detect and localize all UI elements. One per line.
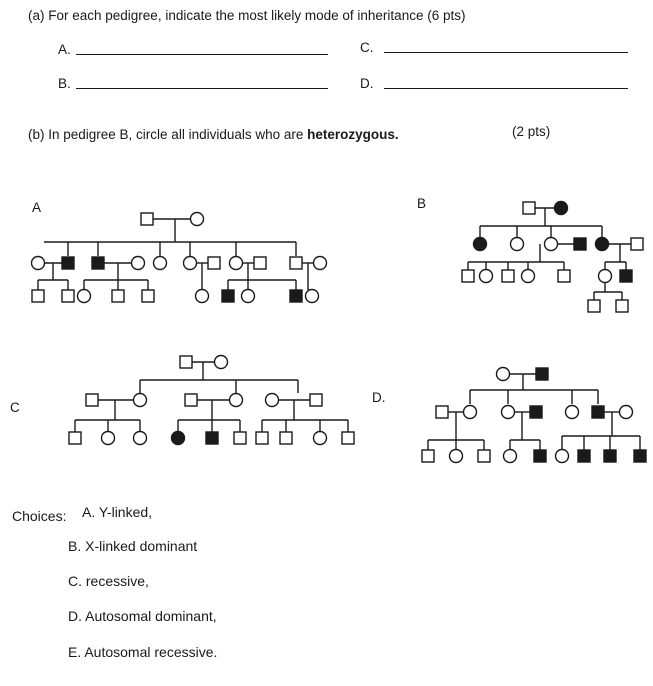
pedigree-a-gen2-affected-male [92, 257, 104, 269]
pedigree-d-gen3-female [450, 450, 463, 463]
pedigree-c-gen3-female [102, 432, 115, 445]
pedigree-a [32, 213, 327, 303]
choice-e: E. Autosomal recessive. [68, 644, 218, 660]
pedigree-a-label: A [32, 200, 42, 215]
choice-a: A. Y-linked, [82, 504, 153, 520]
pedigree-a-gen1-female [191, 213, 204, 226]
pedigree-c-gen2-female [230, 394, 243, 407]
answer-b-label: B. [58, 76, 71, 91]
pedigree-d-label: D. [372, 390, 386, 405]
pedigree-d-gen2-affected-male [592, 406, 604, 418]
pedigree-b-gen4-male [616, 300, 628, 312]
pedigree-c [69, 356, 354, 445]
pedigree-d-gen2-female-spouse [502, 406, 515, 419]
pedigree-a-gen2-female-spouse [32, 257, 45, 270]
pedigree-b-gen3-affected-male [620, 270, 632, 282]
pedigree-c-gen2-female [134, 394, 147, 407]
pedigree-a-gen3-affected-male [290, 290, 302, 302]
pedigree-b-gen3-female [522, 270, 535, 283]
pedigree-c-gen2-male-spouse [185, 394, 197, 406]
pedigree-b-gen3-female [480, 270, 493, 283]
pedigree-d [422, 368, 646, 463]
pedigree-c-gen3-male [256, 432, 268, 444]
pedigree-d-gen3-affected-male [534, 450, 546, 462]
pedigree-b-gen2-female [545, 238, 558, 251]
question-a-prompt: (a) For each pedigree, indicate the most likely mode of inheritance (6 pts) [28, 8, 466, 23]
pedigree-c-gen1-female [215, 356, 228, 369]
pedigree-d-gen2-male-spouse [436, 406, 448, 418]
pedigree-c-gen2-male-spouse [86, 394, 98, 406]
pedigree-a-gen3-female [196, 290, 209, 303]
pedigree-b-gen1-affected-female [555, 202, 568, 215]
pedigree-a-gen3-male [112, 290, 124, 302]
pedigree-a-gen2-male-spouse [208, 257, 220, 269]
question-b-points: (2 pts) [512, 124, 551, 139]
pedigree-c-gen2-female-spouse [266, 394, 279, 407]
pedigree-d-gen1-affected-male [536, 368, 548, 380]
pedigree-c-label: C [10, 400, 20, 415]
pedigree-a-gen3-female [306, 290, 319, 303]
pedigree-c-gen2-male [310, 394, 322, 406]
pedigree-d-gen2-female-spouse [620, 406, 633, 419]
pedigree-d-gen3-female [556, 450, 569, 463]
choices-heading: Choices: [12, 508, 67, 524]
pedigree-c-gen3-male [342, 432, 354, 444]
pedigree-a-gen2-female [184, 257, 197, 270]
pedigree-a-gen2-affected-male [62, 257, 74, 269]
pedigree-c-gen1-male [180, 356, 192, 368]
pedigree-b-gen3-female [599, 270, 612, 283]
pedigree-c-gen3-male [280, 432, 292, 444]
pedigree-a-gen3-male [62, 290, 74, 302]
pedigree-c-gen3-female [314, 432, 327, 445]
pedigree-c-gen3-female [134, 432, 147, 445]
pedigree-d-gen3-affected-male [578, 450, 590, 462]
pedigree-b [462, 202, 643, 313]
pedigree-b-label: B [417, 196, 427, 211]
pedigree-a-gen2-female [230, 257, 243, 270]
choice-d: D. Autosomal dominant, [68, 608, 217, 624]
choice-c: C. recessive, [68, 573, 149, 589]
choice-b: B. X-linked dominant [68, 538, 198, 554]
answer-d-label: D. [360, 76, 374, 91]
pedigree-b-gen2-affected-female [474, 238, 487, 251]
pedigree-c-gen3-affected-female [172, 432, 185, 445]
pedigree-d-gen2-affected-male [530, 406, 542, 418]
pedigree-b-gen2-affected-male-spouse [574, 238, 586, 250]
pedigree-d-gen3-affected-male [634, 450, 646, 462]
pedigree-b-gen3-male [462, 270, 474, 282]
pedigree-b-gen3-male [558, 270, 570, 282]
answer-a-label: A. [58, 42, 71, 57]
pedigree-a-gen3-female [78, 290, 91, 303]
pedigree-a-gen2-female [154, 257, 167, 270]
pedigree-a-gen2-female-spouse [314, 257, 327, 270]
pedigree-a-gen3-male [142, 290, 154, 302]
pedigree-b-gen2-male-spouse [631, 238, 643, 250]
answer-c-label: C. [360, 40, 374, 55]
pedigree-c-gen3-male [69, 432, 81, 444]
question-b-emphasis: heterozygous. [307, 127, 399, 142]
pedigree-b-gen4-male [588, 300, 600, 312]
pedigree-d-gen1-female [497, 368, 510, 381]
pedigree-d-gen3-male [478, 450, 490, 462]
pedigree-a-gen3-male [32, 290, 44, 302]
pedigree-b-gen2-affected-female [596, 238, 609, 251]
pedigree-c-gen3-male [234, 432, 246, 444]
pedigree-d-gen2-female [566, 406, 579, 419]
pedigree-b-gen3-male [502, 270, 514, 282]
pedigree-b-gen2-female [511, 238, 524, 251]
question-b-prompt-text: (b) In pedigree B, circle all individuals who are [28, 127, 308, 142]
pedigree-d-gen3-male [422, 450, 434, 462]
pedigree-d-gen3-affected-male [604, 450, 616, 462]
pedigree-d-gen3-female [504, 450, 517, 463]
pedigree-a-gen1-male [141, 213, 153, 225]
pedigree-a-gen2-male-spouse [254, 257, 266, 269]
pedigree-a-gen2-male [290, 257, 302, 269]
pedigree-a-gen3-female [242, 290, 255, 303]
pedigree-a-gen2-female-spouse [132, 257, 145, 270]
pedigree-d-gen2-female [464, 406, 477, 419]
pedigree-c-gen3-affected-male [206, 432, 218, 444]
pedigree-a-gen3-affected-male [222, 290, 234, 302]
pedigree-b-gen1-male [523, 202, 535, 214]
